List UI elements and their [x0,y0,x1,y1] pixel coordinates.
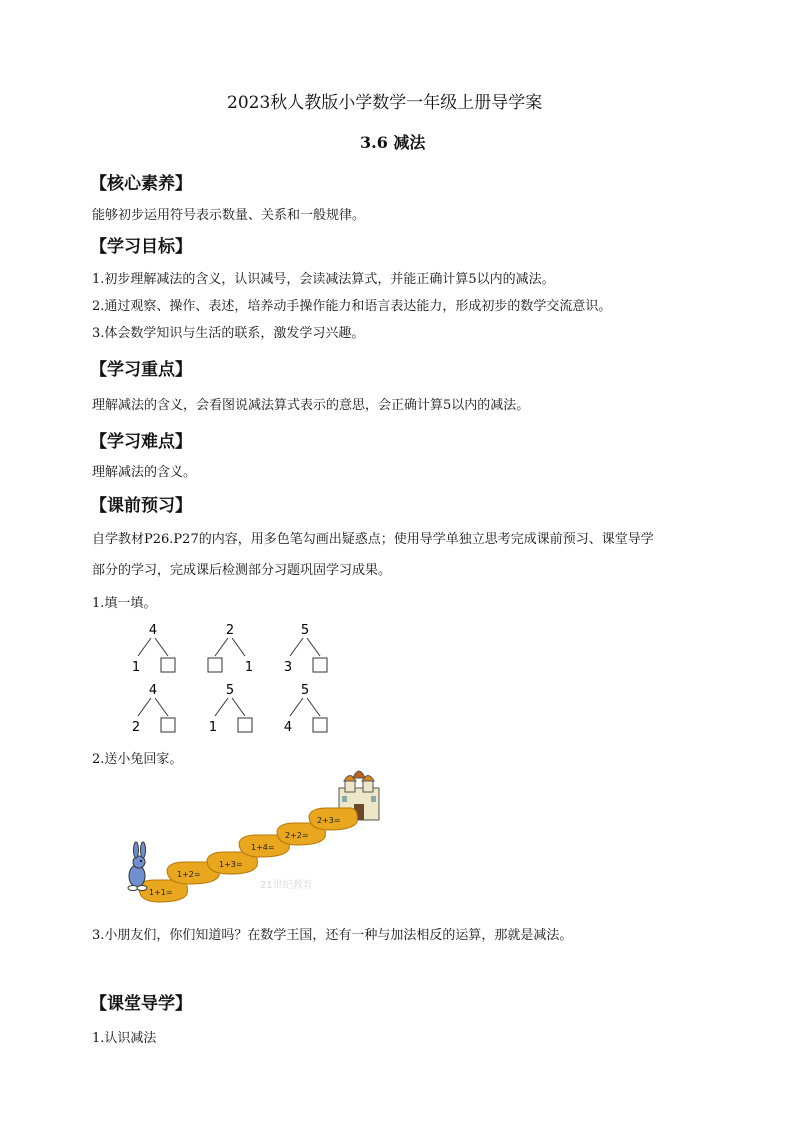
tree-top-number: 5 [300,683,310,698]
number-tree [132,623,175,675]
heading-classroom: 【课堂导学】 [90,994,192,1014]
tree-branch-left [215,638,228,656]
tree-right-number: 1 [244,660,254,675]
tree-branch-right [155,638,168,656]
tree-left-number: 2 [131,720,141,735]
tree-branch-left [138,698,151,716]
answer-box[interactable] [208,658,222,672]
classroom-item-1: 1.认识减法 [92,1031,157,1046]
heading-goals: 【学习目标】 [90,237,192,257]
tree-branch-right [307,698,320,716]
answer-box[interactable] [161,658,175,672]
question-intro-subtraction: 3.小朋友们，你们知道吗？在数学王国，还有一种与加法相反的运算，那就是减法。 [92,928,573,943]
heading-preview: 【课前预习】 [90,496,192,516]
heading-core: 【核心素养】 [90,174,192,194]
question-rabbit-home: 2.送小兔回家。 [92,752,183,767]
goal-item-1: 1.初步理解减法的含义，认识减号，会读减法算式，并能正确计算5以内的减法。 [92,272,555,287]
tree-top-number: 5 [225,683,235,698]
number-tree [284,623,327,675]
stair-step [309,808,357,830]
step-label: 1+1= [149,888,173,897]
tree-left-number: 1 [208,720,218,735]
preview-line-1: 自学教材P26.P27的内容，用多色笔勾画出疑惑点；使用导学单独立思考完成课前预习、课堂导学 [92,532,654,547]
step-label: 1+3= [219,860,243,869]
tree-left-number: 1 [131,660,141,675]
answer-box[interactable] [238,718,252,732]
tree-branch-right [232,698,245,716]
tree-branch-right [307,638,320,656]
document-title: 2023秋人教版小学数学一年级上册导学案 [227,93,543,113]
difficulty-text: 理解减法的含义。 [92,465,197,480]
tree-top-number: 2 [225,623,235,638]
step-label: 1+2= [177,870,201,879]
tree-left-number: 3 [283,660,293,675]
question-fill-in: 1.填一填。 [92,596,157,611]
number-tree [208,623,253,675]
step-label: 1+4= [251,843,275,852]
core-text: 能够初步运用符号表示数量、关系和一般规律。 [92,208,366,223]
heading-difficulty: 【学习难点】 [90,432,192,452]
number-tree-figure [120,618,380,738]
tree-branch-right [155,698,168,716]
stairs-illustration [125,770,405,915]
watermark: 21世纪教育 [260,880,313,891]
number-tree [209,683,252,735]
tree-branch-left [215,698,228,716]
focus-text: 理解减法的含义，会看图说减法算式表示的意思，会正确计算5以内的减法。 [92,398,530,413]
answer-box[interactable] [161,718,175,732]
tree-branch-left [138,638,151,656]
tree-branch-left [290,698,303,716]
step-label: 2+2= [285,831,309,840]
tree-branch-right [232,638,245,656]
lesson-title: 3.6 减法 [360,133,426,152]
preview-line-2: 部分的学习，完成课后检测部分习题巩固学习成果。 [92,563,392,578]
heading-focus: 【学习重点】 [90,360,192,380]
tree-branch-left [290,638,303,656]
answer-box[interactable] [313,718,327,732]
goal-item-2: 2.通过观察、操作、表述，培养动手操作能力和语言表达能力，形成初步的数学交流意识。 [92,299,612,314]
tree-left-number: 4 [283,720,293,735]
number-tree [284,683,327,735]
answer-box[interactable] [313,658,327,672]
tree-top-number: 4 [148,683,158,698]
step-label: 2+3= [317,816,341,825]
tree-top-number: 4 [148,623,158,638]
number-tree [132,683,175,735]
goal-item-3: 3.体会数学知识与生活的联系，激发学习兴趣。 [92,326,365,341]
tree-top-number: 5 [300,623,310,638]
